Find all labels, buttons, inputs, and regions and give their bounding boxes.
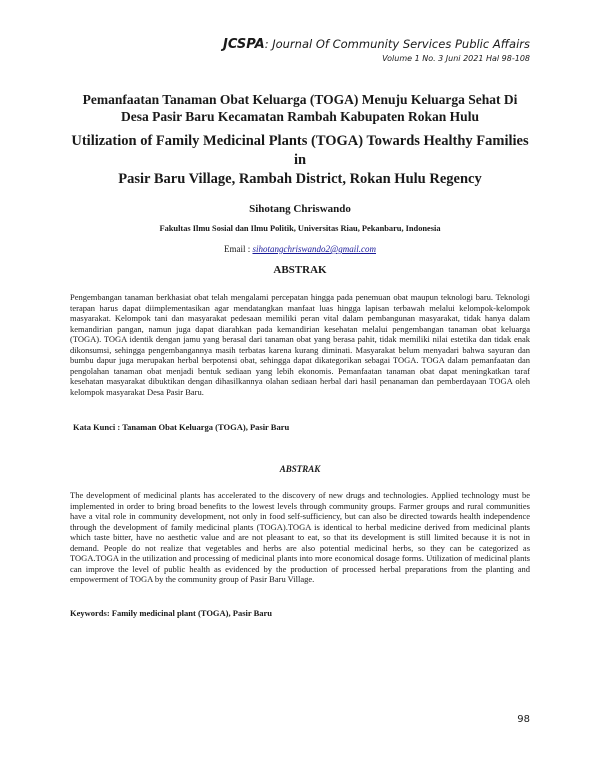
page-number: 98 (517, 714, 530, 725)
abstract-heading-indonesian: ABSTRAK (273, 264, 327, 276)
email-link[interactable]: sihotangchriswando2@gmail.com (252, 244, 377, 254)
abstract-text-indonesian: Pengembangan tanaman berkhasiat obat telah mengalami percepatan hingga pada penemuan obat maupun teknologi baru. Teknologi terapan harus dapat diimplementasikan agar mendatangkan manfaat luas hingga lapisan terbawah melalui kelompok-kelompok masyarakat. Kelompok tani dan masyarakat pedesaan memiliki peran vital dalam pembangunan masyarakat, tidak hanya dalam kemandirian pangan, namun juga dapat diarahkan pada kemandirian kesehatan melalui pengembangan tanaman obat keluarga (TOGA). TOGA identik dengan jamu yang berasal dari tanaman obat yang berasa pahit, tidak memiliki nilai estetika dan tidak enak dikonsumsi, sehingga pengembangannya masih terbatas karena kurang diminati. Masyarakat belum menyadari bahwa sayuran dan bumbu dapur juga merupakan herbal berpotensi obat, sehingga dapat dikategorikan sebagai TOGA. TOGA dalam pemanfaatan dan pengolahan tanaman obat menjadi bentuk sediaan yang lebih ekonomis. Pemanfaatan tanaman obat dapat meningkatkan taraf kesehatan masyarakat dibuktikan dengan dihasilkannya olahan sediaan herbal dari hasil penanaman dan pemberdayaan TOGA oleh kelompok masyarakat Desa Pasir Baru. (70, 292, 530, 397)
journal-abbreviation: JCSPA (223, 37, 265, 52)
email-label: Email : (223, 244, 253, 254)
abstract-heading-english: ABSTRAK (279, 464, 321, 474)
title-english-line-2: Pasir Baru Village, Rambah District, Rokan Hulu Regency (118, 171, 482, 187)
author-email-line (70, 244, 530, 254)
abstract-text-english: The development of medicinal plants has accelerated to the discovery of new drugs and technologies. Applied technology must be implemented in order to bring broad benefits to the lowest levels through community groups. Farmer groups and rural communities have a vital role in community development, not only in food self-sufficiency, but can also be directed towards health independence through the development of family medicinal plants (TOGA).TOGA is identical to herbal medicine derived from medicinal plants which taste bitter, have no aesthetic value and are not pleasant to eat, so that its development is still limited because it is not in demand. People do not realize that vegetables and herbs are also potential medicinal herbs, so they can be categorized as TOGA.TOGA in the utilization and processing of medicinal plants into more economical dosage forms. Utilization of medicinal plants can improve the level of public health as evidenced by the production of processed herbal preparations from the planting and empowerment of TOGA by the community group of Pasir Baru Village. (70, 490, 530, 584)
keywords-english: Keywords: Family medicinal plant (TOGA), Pasir Baru (70, 608, 273, 618)
title-indonesian (70, 91, 530, 125)
title-english (70, 132, 530, 189)
journal-title-line (223, 36, 530, 53)
title-indonesian-line-2: Desa Pasir Baru Kecamatan Rambah Kabupaten Rokan Hulu (121, 109, 479, 124)
title-english-line-1: Utilization of Family Medicinal Plants (TOGA) Towards Healthy Families in (71, 133, 529, 168)
title-indonesian-line-1: Pemanfaatan Tanaman Obat Keluarga (TOGA) Menuju Keluarga Sehat Di (82, 92, 518, 107)
author-affiliation: Fakultas Ilmu Sosial dan Ilmu Politik, Universitas Riau, Pekanbaru, Indonesia (159, 224, 441, 233)
keywords-indonesian: Kata Kunci : Tanaman Obat Keluarga (TOGA), Pasir Baru (73, 422, 290, 432)
author-name: Sihotang Chriswando (249, 203, 351, 215)
journal-header (223, 36, 530, 65)
journal-name: : Journal Of Community Services Public Affairs (264, 37, 530, 51)
volume-info: Volume 1 No. 3 Juni 2021 Hal 98-108 (382, 54, 530, 63)
